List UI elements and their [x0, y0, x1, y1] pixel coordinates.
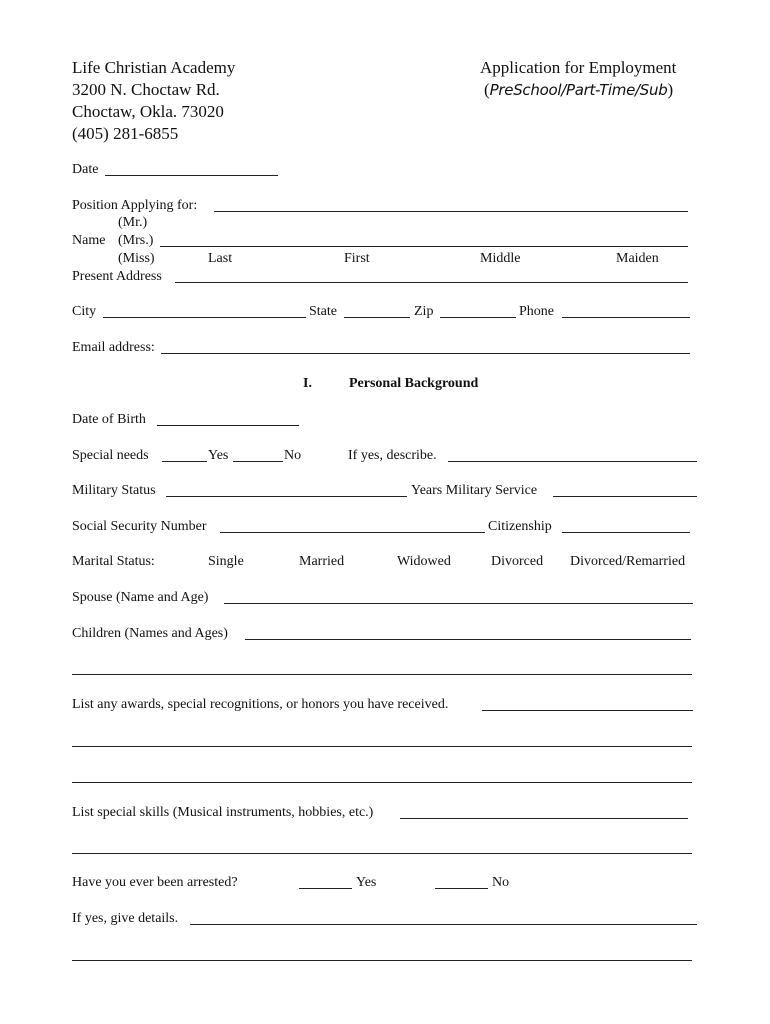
name-last-caption: Last — [208, 251, 233, 266]
subtitle-close-paren: ) — [667, 80, 674, 99]
citizenship-field[interactable] — [562, 532, 690, 533]
name-middle-caption: Middle — [480, 251, 521, 266]
state-label: State — [309, 304, 337, 319]
spouse-label: Spouse (Name and Age) — [72, 590, 209, 605]
children-label: Children (Names and Ages) — [72, 626, 228, 641]
years-military-label: Years Military Service — [411, 483, 538, 498]
zip-field[interactable] — [440, 317, 516, 318]
subtitle-text: PreSchool/Part-Time/Sub — [489, 81, 668, 99]
mrs-label: (Mrs.) — [118, 233, 154, 248]
email-label: Email address: — [72, 340, 155, 355]
marital-status-label: Marital Status: — [72, 554, 155, 569]
date-field[interactable] — [105, 175, 278, 176]
form-title: Application for Employment — [480, 58, 677, 77]
name-first-caption: First — [344, 251, 370, 266]
special-needs-no-field[interactable] — [233, 461, 283, 462]
phone-label: Phone — [519, 304, 554, 319]
city-field[interactable] — [103, 317, 306, 318]
subtitle-open-paren: ( — [484, 80, 490, 99]
name-label: Name — [72, 233, 106, 248]
section-title: Personal Background — [349, 376, 479, 391]
military-status-field[interactable] — [166, 496, 407, 497]
arrested-yes-label: Yes — [356, 875, 377, 890]
school-address-line1: 3200 N. Choctaw Rd. — [72, 80, 220, 99]
marital-option-divorced-remarried[interactable]: Divorced/Remarried — [570, 554, 686, 569]
military-status-label: Military Status — [72, 483, 156, 498]
zip-label: Zip — [414, 304, 434, 319]
position-field[interactable] — [214, 211, 688, 212]
school-address-line2: Choctaw, Okla. 73020 — [72, 102, 224, 121]
name-field[interactable] — [160, 246, 688, 247]
position-label: Position Applying for: — [72, 198, 198, 213]
awards-field-line2[interactable] — [72, 746, 692, 747]
spouse-field[interactable] — [224, 603, 693, 604]
email-field[interactable] — [161, 353, 690, 354]
awards-field[interactable] — [482, 710, 693, 711]
citizenship-label: Citizenship — [488, 519, 552, 534]
special-needs-yes-label: Yes — [208, 448, 229, 463]
skills-field-line2[interactable] — [72, 853, 692, 854]
miss-label: (Miss) — [118, 251, 155, 266]
present-address-field[interactable] — [175, 282, 688, 283]
form-subtitle — [484, 80, 673, 100]
name-maiden-caption: Maiden — [616, 251, 659, 266]
dob-label: Date of Birth — [72, 412, 146, 427]
mr-label: (Mr.) — [118, 215, 148, 230]
school-phone: (405) 281-6855 — [72, 124, 179, 143]
special-needs-no-label: No — [284, 448, 302, 463]
details-field-line2[interactable] — [72, 960, 692, 961]
city-label: City — [72, 304, 97, 319]
marital-option-married[interactable]: Married — [299, 554, 345, 569]
ssn-label: Social Security Number — [72, 519, 207, 534]
arrested-no-label: No — [492, 875, 510, 890]
dob-field[interactable] — [157, 425, 299, 426]
children-field-line2[interactable] — [72, 674, 692, 675]
details-field[interactable] — [190, 924, 697, 925]
state-field[interactable] — [344, 317, 410, 318]
arrested-yes-field[interactable] — [299, 888, 352, 889]
phone-field[interactable] — [562, 317, 690, 318]
special-needs-label: Special needs — [72, 448, 149, 463]
special-needs-yes-field[interactable] — [162, 461, 207, 462]
special-needs-describe-label: If yes, describe. — [348, 448, 437, 463]
skills-label: List special skills (Musical instruments, hobbies, etc.) — [72, 805, 374, 820]
skills-field[interactable] — [400, 818, 688, 819]
date-label: Date — [72, 162, 99, 177]
section-number: I. — [303, 376, 312, 391]
marital-option-divorced[interactable]: Divorced — [491, 554, 544, 569]
marital-option-single[interactable]: Single — [208, 554, 244, 569]
arrested-label: Have you ever been arrested? — [72, 875, 238, 890]
special-needs-describe-field[interactable] — [448, 461, 697, 462]
awards-label: List any awards, special recognitions, or honors you have received. — [72, 697, 449, 712]
marital-option-widowed[interactable]: Widowed — [397, 554, 451, 569]
details-label: If yes, give details. — [72, 911, 179, 926]
school-name: Life Christian Academy — [72, 58, 236, 77]
present-address-label: Present Address — [72, 269, 162, 284]
ssn-field[interactable] — [220, 532, 485, 533]
awards-field-line3[interactable] — [72, 782, 692, 783]
children-field[interactable] — [245, 639, 691, 640]
arrested-no-field[interactable] — [435, 888, 488, 889]
years-military-field[interactable] — [553, 496, 697, 497]
